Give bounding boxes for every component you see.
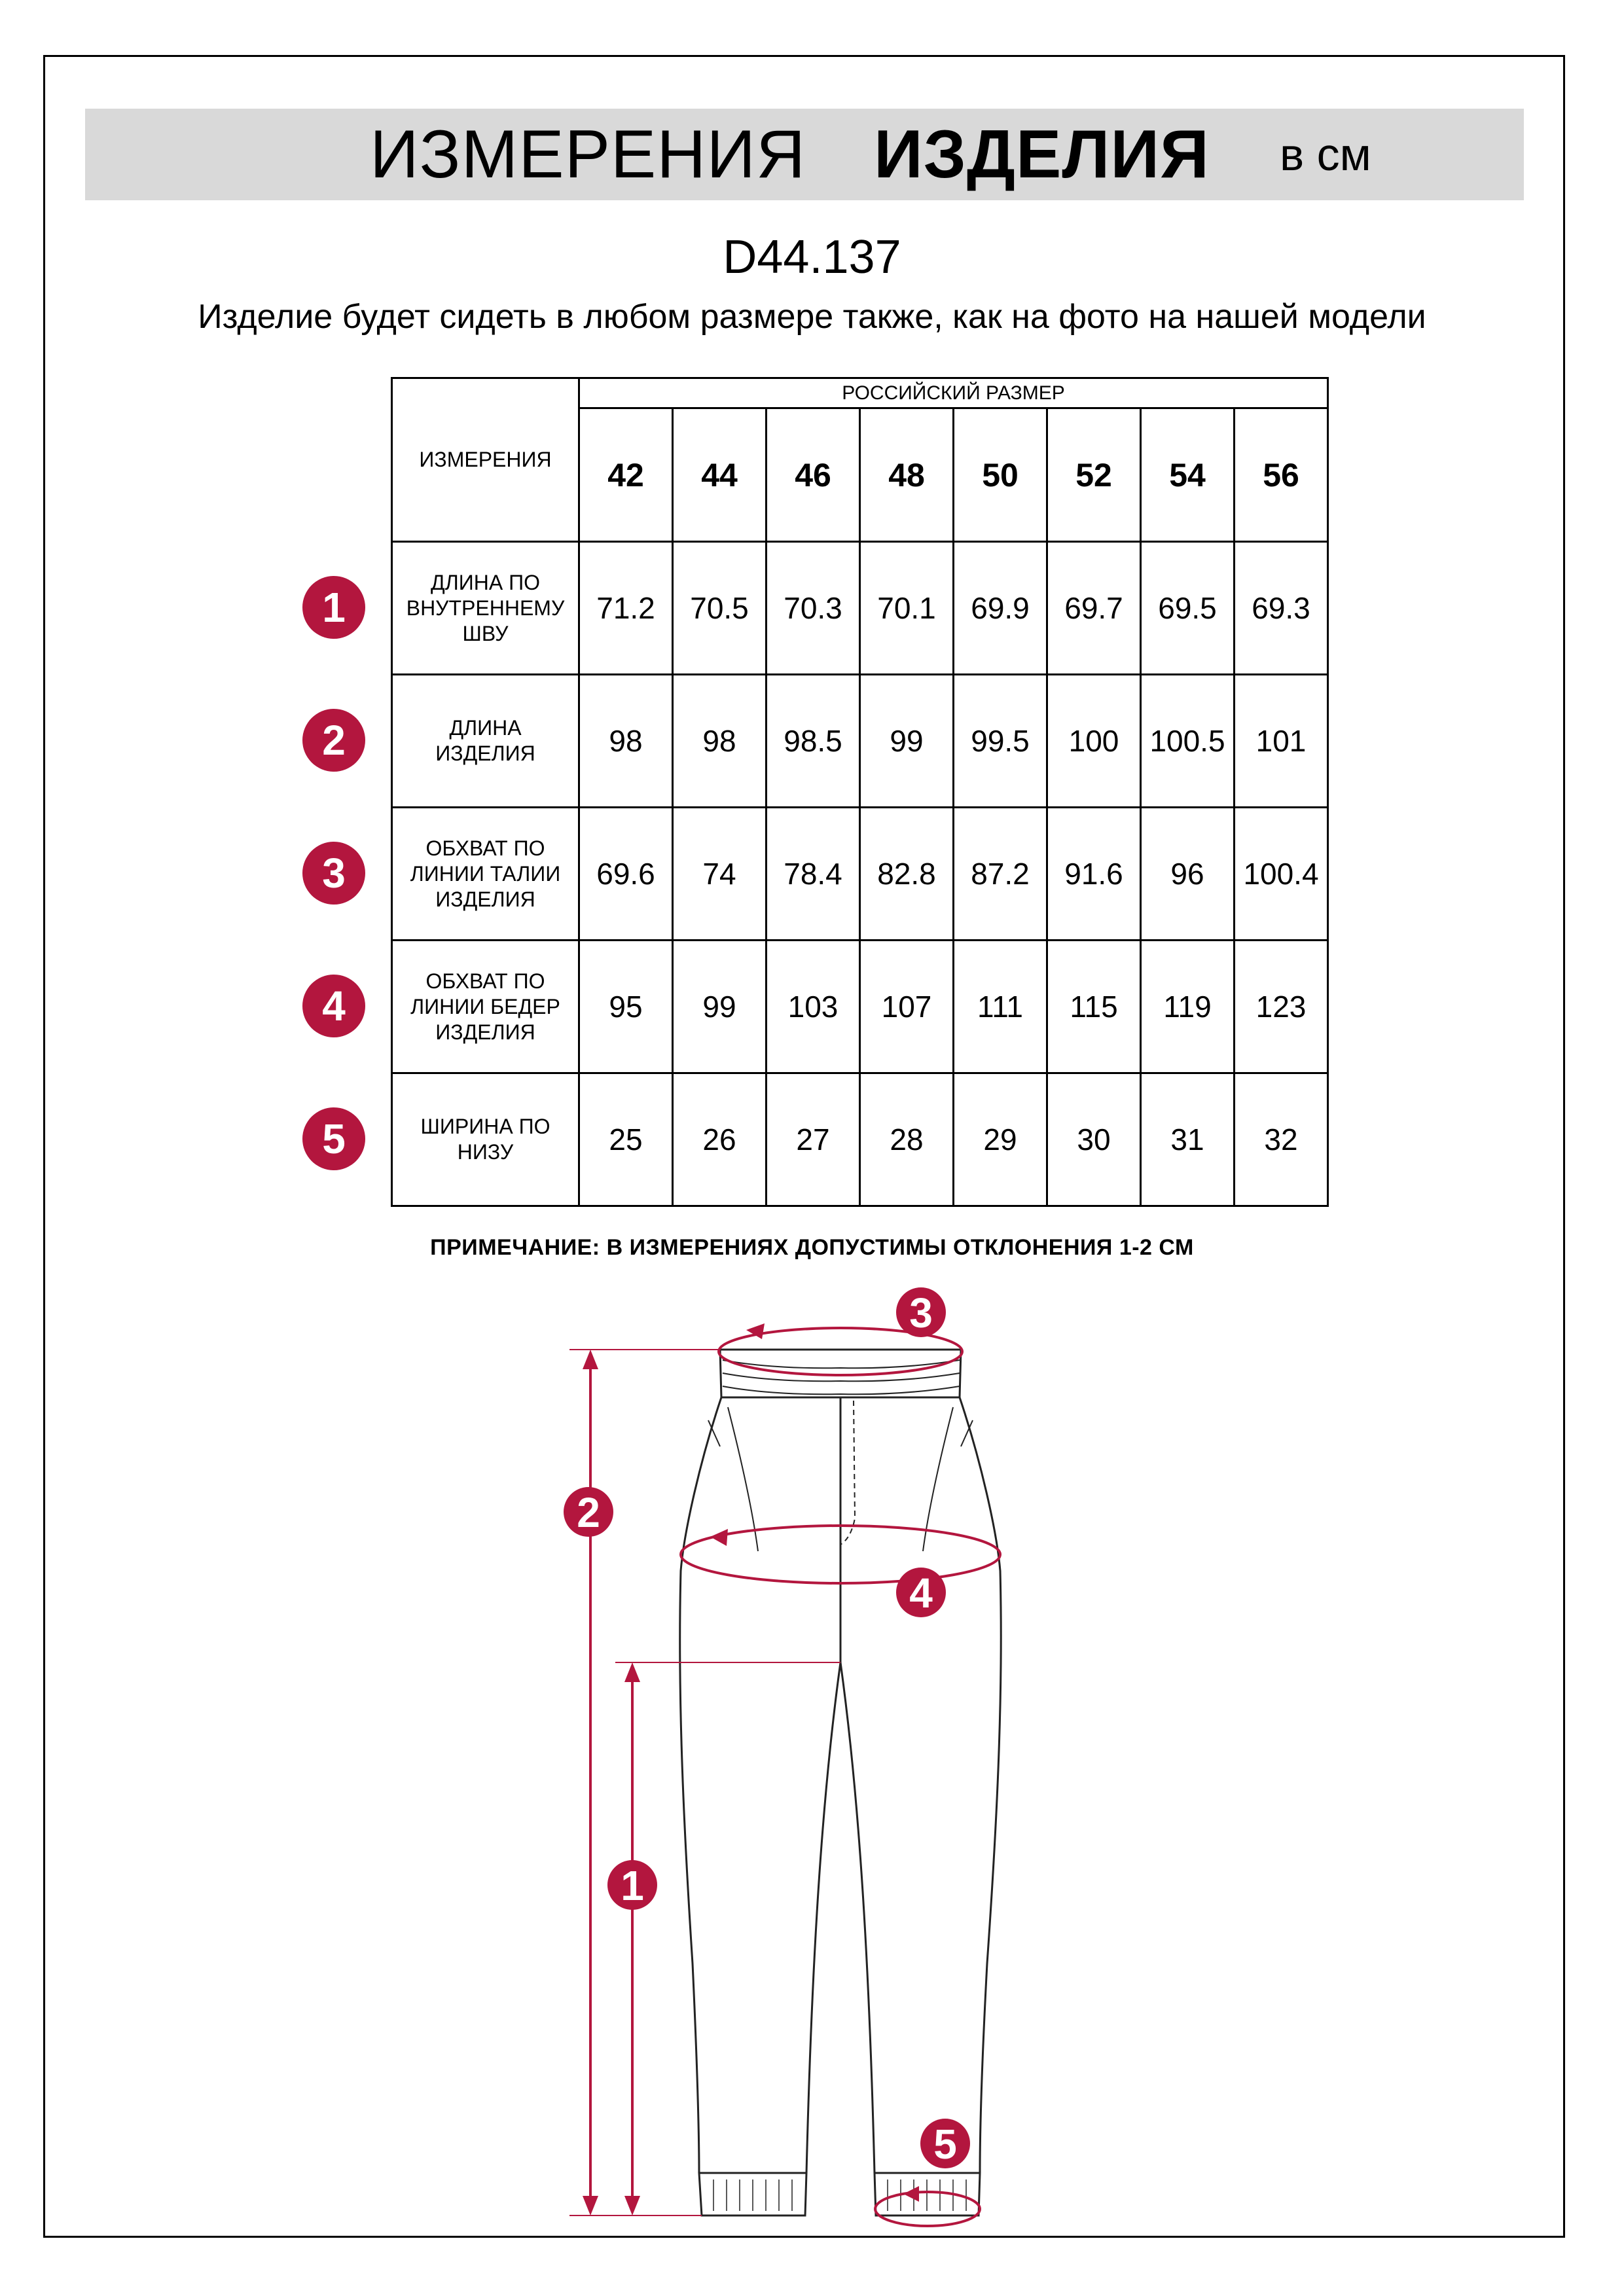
diagram-marker-4 [896,1568,946,1617]
measurement-value: 70.1 [860,542,954,675]
measurement-label-line: НИЗУ [457,1140,514,1164]
title-unit: в см [1280,129,1371,180]
measurement-value: 91.6 [1047,808,1141,941]
measurement-value: 99 [673,941,767,1073]
measurement-value: 70.5 [673,542,767,675]
size-header-42: 42 [579,408,673,542]
diagram-marker-1 [607,1860,657,1910]
measurement-value: 99.5 [954,675,1047,808]
measurement-label-line: ДЛИНА [449,716,522,740]
measurement-value: 100.4 [1235,808,1328,941]
article-code: D44.137 [723,231,901,283]
measurement-value: 32 [1235,1073,1328,1206]
measurement-value: 107 [860,941,954,1073]
russian-size-header: РОССИЙСКИЙ РАЗМЕР [579,378,1328,408]
measurement-value: 30 [1047,1073,1141,1206]
pants-outline [680,1350,1001,2215]
measurement-label-line: ВНУТРЕННЕМУ [406,596,565,620]
measurement-value: 103 [767,941,860,1073]
measurement-value: 98 [579,675,673,808]
diagram-markers [564,1287,970,2168]
title-product: ИЗДЕЛИЯ [874,117,1210,192]
measurement-value: 98 [673,675,767,808]
row-marker-3: 3 [302,842,365,905]
svg-text:2: 2 [577,1489,600,1536]
measurement-value: 87.2 [954,808,1047,941]
measurement-value: 99 [860,675,954,808]
measurement-value: 82.8 [860,808,954,941]
row-marker-4: 4 [302,975,365,1037]
measurement-label-line: ЛИНИИ ТАЛИИ [410,861,561,886]
measurement-value: 100 [1047,675,1141,808]
tolerance-note: ПРИМЕЧАНИЕ: В ИЗМЕРЕНИЯХ ДОПУСТИМЫ ОТКЛОНЕНИЯ 1-2 СМ [430,1235,1194,1260]
fit-note: Изделие будет сидеть в любом размере также, как на фото на нашей модели [198,298,1426,336]
measurement-label-line: ИЗДЕЛИЯ [435,742,535,765]
row-marker-2: 2 [302,709,365,772]
size-header-56: 56 [1235,408,1328,542]
measurement-value: 29 [954,1073,1047,1206]
measurement-value: 27 [767,1073,860,1206]
diagram-marker-5 [920,2119,970,2168]
measurement-value: 28 [860,1073,954,1206]
diagram-marker-2 [564,1487,613,1537]
measurement-value: 96 [1141,808,1235,941]
measurement-value: 25 [579,1073,673,1206]
measurement-label-line: ОБХВАТ ПО [425,836,545,860]
measurement-value: 26 [673,1073,767,1206]
svg-text:5: 5 [933,2121,957,2168]
measurements-header: ИЗМЕРЕНИЯ [392,378,579,542]
measurement-label-line: ИЗДЕЛИЯ [435,1020,535,1044]
measurement-label-line: ЛИНИИ БЕДЕР [410,994,560,1018]
size-header-44: 44 [673,408,767,542]
measurement-label-line: ШИРИНА ПО [420,1115,550,1138]
size-header-54: 54 [1141,408,1235,542]
size-header-48: 48 [860,408,954,542]
measurement-value: 78.4 [767,808,860,941]
measurement-value: 69.9 [954,542,1047,675]
measurement-value: 115 [1047,941,1141,1073]
right-inseam [840,1662,875,2173]
row-marker-5: 5 [302,1107,365,1170]
size-header-50: 50 [954,408,1047,542]
measurement-value: 95 [579,941,673,1073]
measurement-value: 70.3 [767,542,860,675]
measurement-value: 101 [1235,675,1328,808]
measurement-value: 98.5 [767,675,860,808]
svg-text:4: 4 [909,1570,933,1617]
size-header-52: 52 [1047,408,1141,542]
measurement-value: 69.7 [1047,542,1141,675]
measurement-value: 100.5 [1141,675,1235,808]
measurement-value: 111 [954,941,1047,1073]
measurement-value: 31 [1141,1073,1235,1206]
measurement-label-line: ШВУ [462,621,509,645]
svg-text:3: 3 [909,1289,933,1336]
diagram-marker-3 [896,1287,946,1337]
measurement-label-line: ИЗДЕЛИЯ [435,887,535,911]
measurement-value: 74 [673,808,767,941]
measurement-label-line: ОБХВАТ ПО [425,969,545,993]
measurement-value: 69.3 [1235,542,1328,675]
measurement-value: 71.2 [579,542,673,675]
measurement-lines [569,1323,1000,2226]
measurement-value: 69.6 [579,808,673,941]
svg-text:1: 1 [621,1862,644,1909]
measurement-label-line: ДЛИНА ПО [431,570,540,594]
left-inseam [806,1662,840,2173]
left-outseam [680,1397,721,2173]
size-header-46: 46 [767,408,860,542]
measurement-value: 119 [1141,941,1235,1073]
measurement-value: 123 [1235,941,1328,1073]
title-measurements: ИЗМЕРЕНИЯ [370,117,806,192]
row-marker-1: 1 [302,576,365,639]
measurement-value: 69.5 [1141,542,1235,675]
right-outseam [960,1397,1001,2173]
